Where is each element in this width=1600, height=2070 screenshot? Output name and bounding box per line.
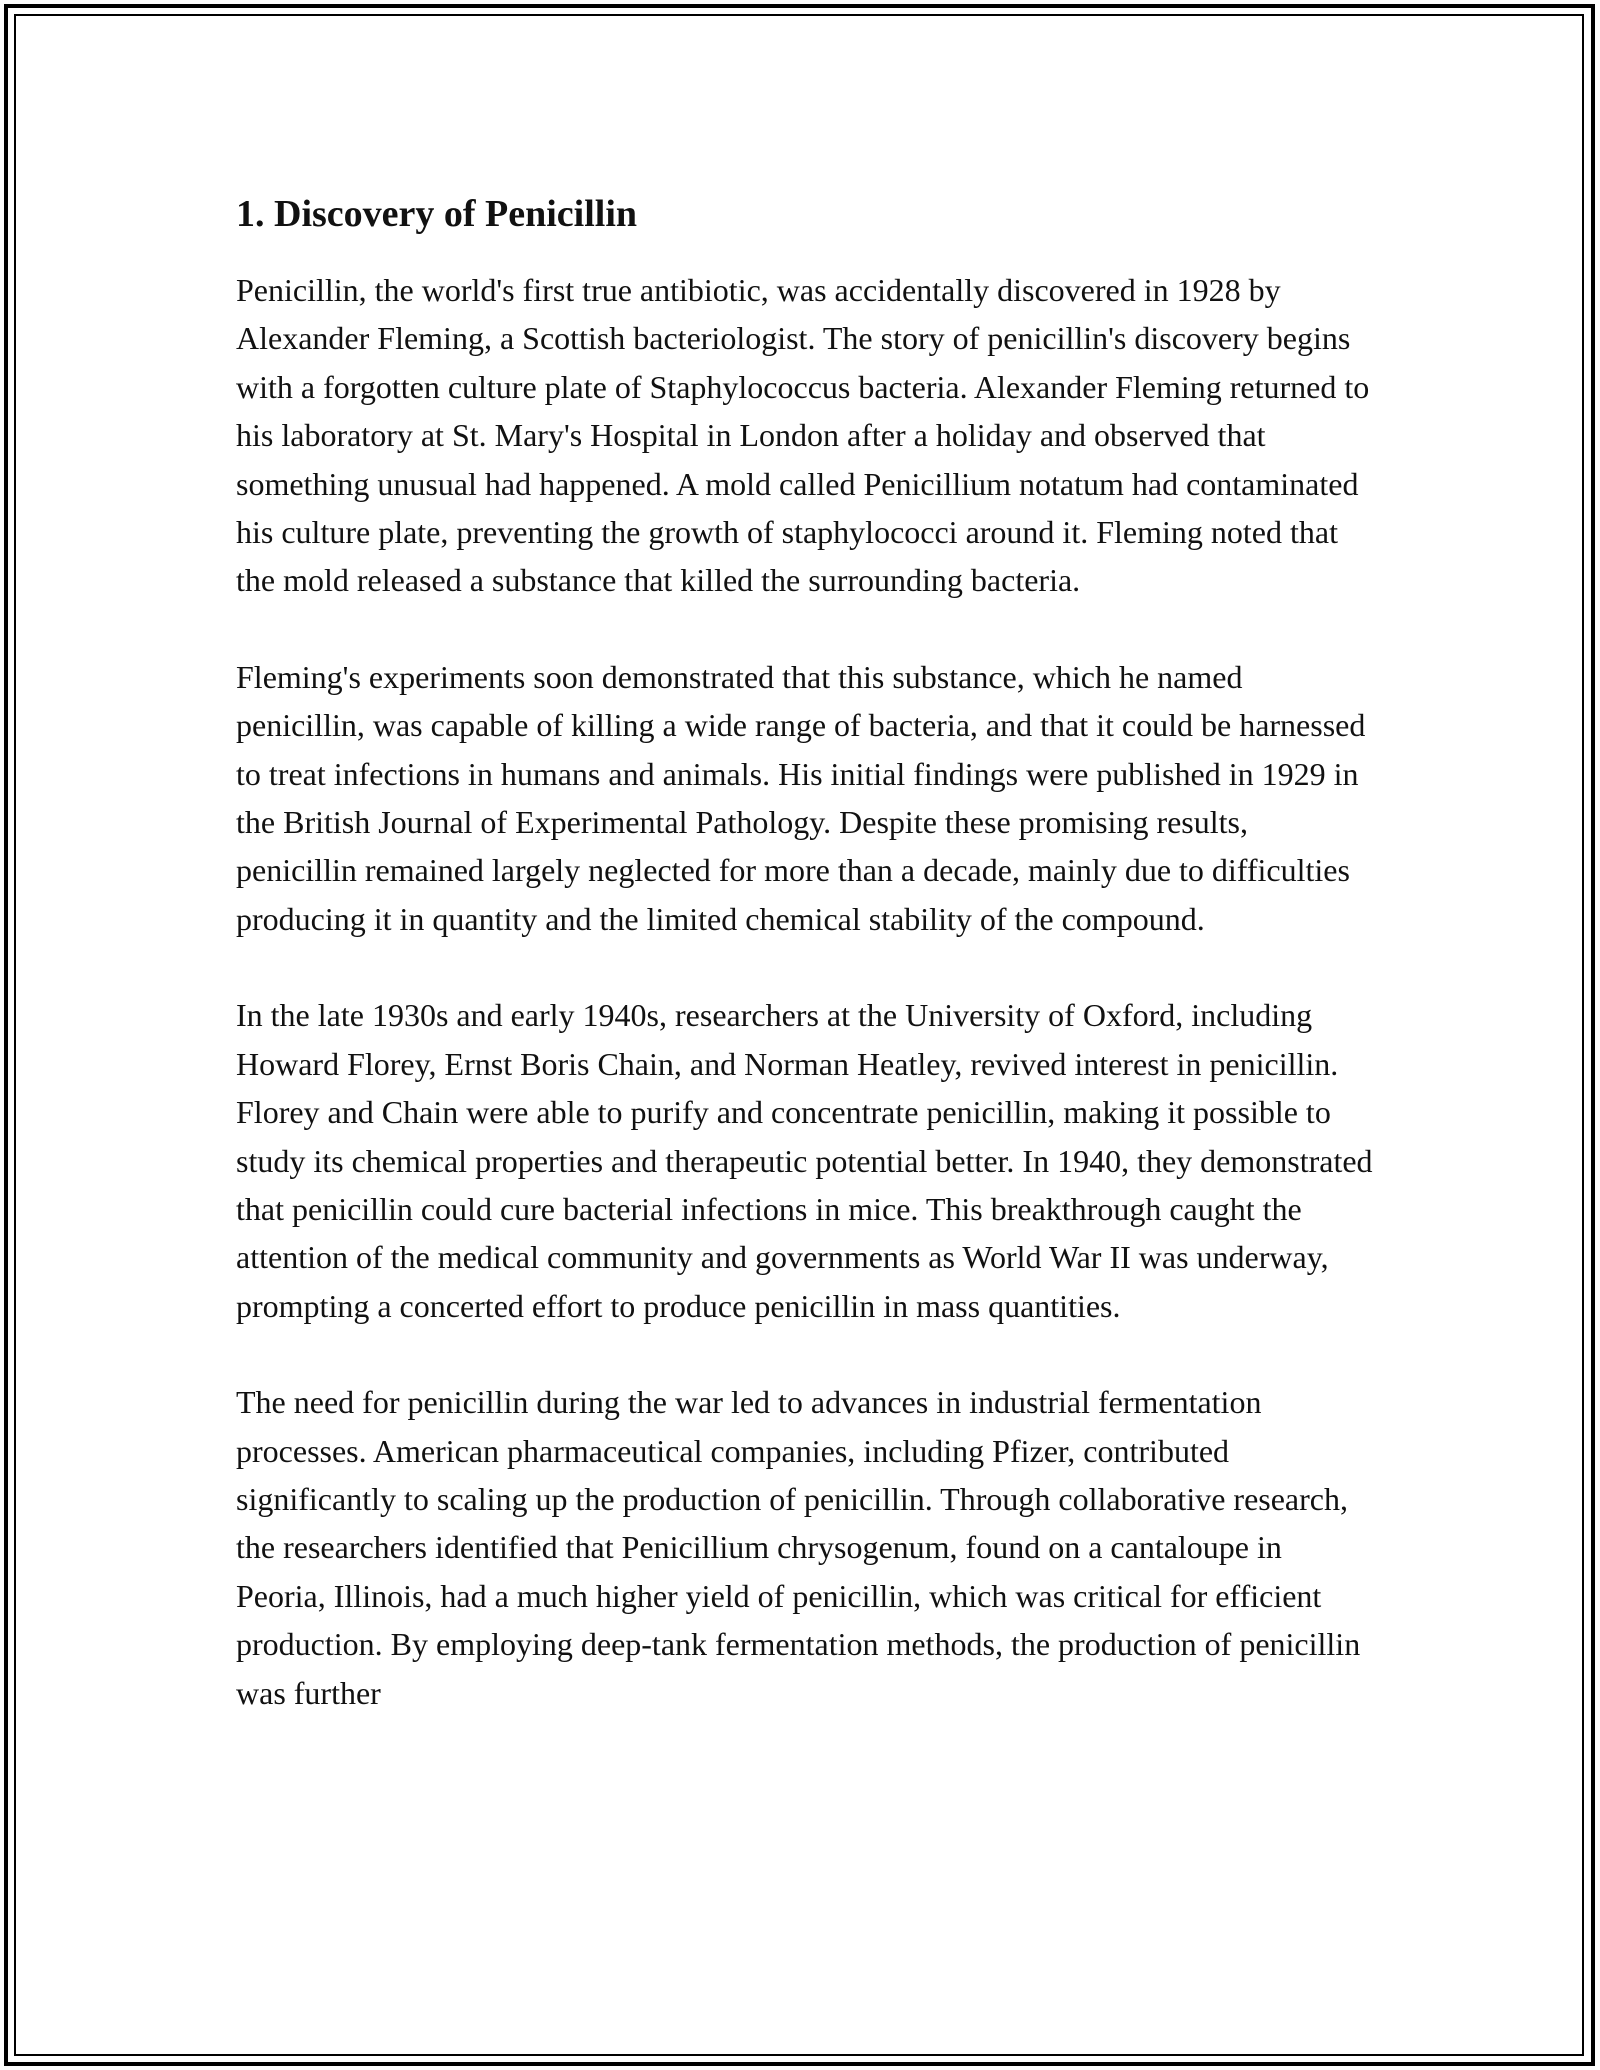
paragraph-1: Penicillin, the world's first true antibiotic, was accidentally discovered in 1928 by Alexander Fleming, a Scottish bacteriologist. The story of penicillin's discovery begins with a forgotten culture plate of Staphylococcus bacteria. Alexander Fleming returned to his laboratory at St. Mary's Hospital in London after a holiday and observed that something unusual had happened. A mold called Penicillium notatum had contaminated his culture plate, preventing the growth of staphylococci around it. Fleming noted that the mold released a substance that killed the surrounding bacteria. [236,272,1370,599]
paragraph-4: The need for penicillin during the war led to advances in industrial fermentation processes. American pharmaceutical companies, including Pfizer, contributed significantly to scaling up the production of penicillin. Through collaborative research, the researchers identified that Penicillium chrysogenum, found on a cantaloupe in Peoria, Illinois, had a much higher yield of penicillin, which was critical for efficient production. By employing deep-tank fermentation methods, the production of penicillin was further [236,1384,1361,1711]
section-heading: 1. Discovery of Penicillin [236,193,638,235]
paragraph-2: Fleming's experiments soon demonstrated that this substance, which he named penicillin, was capable of killing a wide range of bacteria, and that it could be harnessed to treat infections in humans and animals. His initial findings were published in 1929 in the British Journal of Experimental Pathology. Despite these promising results, penicillin remained largely neglected for more than a decade, mainly due to difficulties producing it in quantity and the limited chemical stability of the compound. [236,658,1366,937]
document-body [236,188,1376,1717]
paragraph-3: In the late 1930s and early 1940s, researchers at the University of Oxford, including Howard Florey, Ernst Boris Chain, and Norman Heatley, revived interest in penicillin. Florey and Chain were able to purify and concentrate penicillin, making it possible to study its chemical properties and therapeutic potential better. In 1940, they demonstrated that penicillin could cure bacterial infections in mice. This breakthrough caught the attention of the medical community and governments as World War II was underway, prompting a concerted effort to produce penicillin in mass quantities. [236,997,1373,1324]
